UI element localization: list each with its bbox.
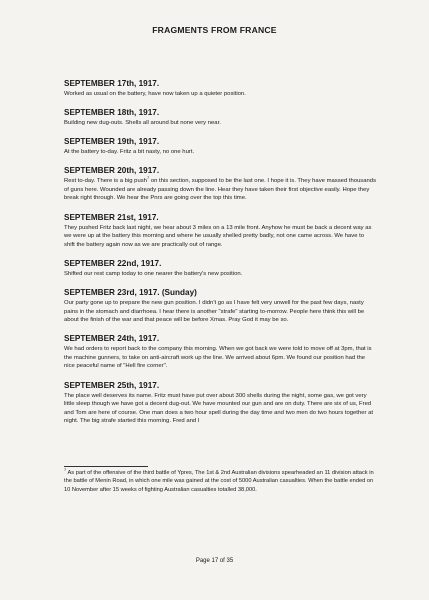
entry-text: Building new dug-outs. Shells all around but none very near. [64, 120, 221, 127]
diary-entry [64, 137, 376, 157]
diary-content [64, 79, 376, 435]
footnote-marker: 7 [64, 467, 67, 473]
diary-entry [64, 381, 376, 426]
entry-text: Worked as usual on the battery, have now taken up a quieter position. [64, 91, 246, 97]
footnote-divider [64, 466, 148, 467]
entry-text-end: on this section, supposed to be the last one. I hope it is. They have massed thousands of guns here. Wounded are already passing down the line. Hear they have taken their first objective easily. Hope they break right through. We hear the Pnrs are going over the top this time. [64, 178, 377, 202]
entry-text: At the battery to-day. Fritz a bit nasty, no one hurt. [64, 149, 195, 156]
footnote [64, 469, 376, 494]
entry-date: SEPTEMBER 24th, 1917. [64, 334, 160, 344]
entry-date: SEPTEMBER 23rd, 1917. (Sunday) [64, 287, 197, 297]
page-number: Page 17 of 35 [195, 558, 234, 564]
entry-date: SEPTEMBER 18th, 1917. [64, 108, 160, 118]
footnote-text: As part of the offensive of the third battle of Ypres, The 1st & 2nd Australian divisions spearheaded an 11 division attack in the battle of Menin Road, in which one mile was gained at the cost of 5000 Australian casualties. When the battle ended on 10 November after 15 weeks of fighting Australian casualties totalled 38,000. [64, 470, 374, 493]
entry-text-start: Rest to-day. There is a big push [64, 178, 147, 185]
diary-entry [64, 259, 376, 279]
entry-date: SEPTEMBER 25th, 1917. [64, 380, 160, 390]
footnote-reference: 7 [146, 175, 150, 181]
entry-text: They pushed Fritz back last night, we hear about 3 miles on a 13 mile front. Anyhow he must be back a decent way as we were up at the battery this morning and where he usually shelled pretty badly, not one came across. We have to shift the battery again now as we are practically out of range. [64, 224, 372, 248]
diary-entry [64, 213, 376, 250]
diary-entry [64, 108, 376, 128]
entry-date: SEPTEMBER 17th, 1917. [64, 79, 160, 88]
entry-text: The place well deserves its name. Fritz must have put over about 300 shells during the night, some gas, we got very little sleep though we have got a decent dug-out. We have mounted our gun and are on duty. There are six of us, Fred and Tom are here of course. One man does a two hour spell during the day time and two men do two hours together at night. The big strafe started this morning. Fred and I [64, 392, 374, 425]
entry-text [64, 177, 376, 203]
diary-entry [64, 288, 376, 325]
page-header-title: FRAGMENTS FROM FRANCE [152, 25, 277, 35]
diary-entry [64, 166, 376, 203]
diary-entry [64, 334, 376, 371]
entry-date: SEPTEMBER 19th, 1917. [64, 137, 160, 147]
entry-text: Shifted our rest camp today to one nearer the battery's new position. [64, 270, 243, 277]
diary-entry [64, 79, 376, 99]
entry-text: Our party gone up to prepare the new gun position. I didn't go as I have felt very unwell for the past few days, nasty pains in the stomach and diarrhoea. I hear there is another "strafe" starting to-morrow. People here think this will be about the finish of the war and that peace will be before Xmas. Pray God it may be so. [64, 299, 365, 324]
entry-date: SEPTEMBER 22nd, 1917. [64, 258, 162, 268]
entry-date: SEPTEMBER 21st, 1917. [64, 212, 159, 222]
entry-date: SEPTEMBER 20th, 1917. [64, 166, 160, 176]
entry-text: We had orders to report back to the company this morning. When we got back we were told to move off at 3pm, that is the machine gunners, to take on anti-aircraft work up the line. We arrived about 6pm. We found our position had the nice peaceful name of "Hell fire corner". [64, 346, 372, 370]
